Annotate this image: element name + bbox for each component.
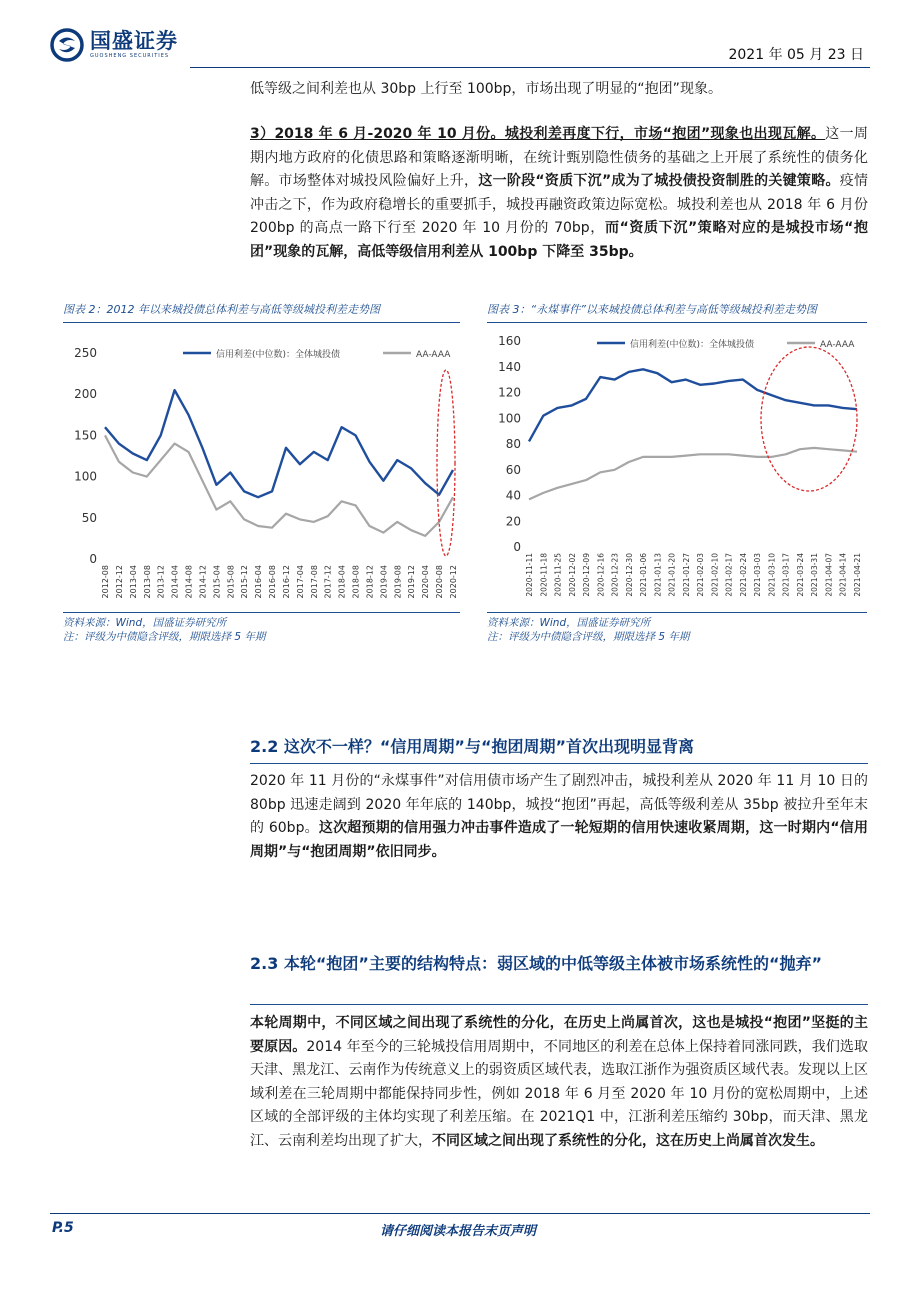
x-tick-label: 2018-04 [337, 565, 347, 599]
section-2-2-title: 2.2 这次不一样？“信用周期”与“抱团周期”首次出现明显背离 [250, 737, 694, 756]
y-tick-label: 80 [505, 437, 521, 451]
section-2-3-title: 2.3 本轮“抱团”主要的结构特点：弱区域的中低等级主体被市场系统性的“抛弃” [250, 954, 822, 973]
series-line-credit-spread [105, 390, 453, 497]
chart-2-note: 注：评级为中债隐含评级，期限选择 5 年期 [63, 631, 266, 643]
footer-disclaimer: 请仔细阅读本报告末页声明 [380, 1224, 537, 1239]
chart-2-panel [63, 301, 460, 646]
x-tick-label: 2021-02-17 [724, 553, 734, 597]
chart-2-bottom-rule [63, 612, 460, 613]
x-tick-label: 2020-08 [435, 565, 445, 599]
chart-3-panel [487, 301, 867, 646]
x-tick-label: 2017-08 [309, 565, 319, 599]
page-header [0, 0, 920, 72]
x-tick-label: 2014-08 [184, 565, 194, 599]
x-tick-label: 2021-03-31 [810, 553, 820, 597]
phase3-paragraph [250, 123, 868, 264]
chart-3-top-rule [487, 322, 867, 323]
x-tick-label: 2021-03-17 [781, 553, 791, 597]
x-tick-label: 2015-08 [226, 565, 236, 599]
y-tick-label: 100 [498, 411, 521, 426]
section-2-3-paragraph [250, 1012, 868, 1153]
x-tick-label: 2019-12 [407, 565, 417, 599]
y-tick-label: 200 [74, 387, 97, 402]
series-line-credit-spread [529, 369, 857, 441]
x-tick-label: 2020-11-18 [539, 553, 549, 597]
phase3-text-1: 这一周期内地方政府的化债思路和策略逐渐明晰，在统计甄别隐性债务的基础之上开展了系统性的债务化解。市场整体对城投风险偏好上升， [250, 126, 868, 189]
x-tick-label: 2021-01-06 [639, 553, 649, 597]
x-tick-label: 2021-03-03 [753, 553, 763, 597]
company-name-en: GUOSHENG SECURITIES [90, 53, 170, 59]
chart-2-title: 图表 2：2012 年以来城投债总体利差与高低等级城投利差走势图 [63, 303, 380, 316]
phase3-text-3: 疫情冲击之下，作为政府稳增长的重要抓手，城投再融资政策边际宽松。城投利差也从 2018 年 6 月份 200bp 的高点一路下行至 2020 年 10 月份的 70bp， [250, 173, 869, 236]
chart-3-plot [487, 331, 867, 613]
x-tick-label: 2021-04-14 [838, 553, 848, 597]
section-2-2-paragraph [250, 770, 868, 864]
section-2-3-text-2: 2014 年至今的三轮城投信用周期中，不同地区的利差在总体上保持着同涨同跌，我们选取天津、黑龙江、云南作为传统意义上的弱资质区域代表，选取江浙作为强资质区域代表。发现以上区域利差在三轮周期中都能保持同步性，例如 2018 年 6 月至 2020 年 10 月份的宽松周期中，上述区域的全部评级的主体均实现了利差压缩。在 2021Q1 中，江浙利差压缩约 30bp，而天津、黑龙江、云南利差均出现了扩大， [250, 1038, 869, 1149]
x-tick-label: 2015-12 [240, 565, 250, 599]
x-tick-label: 2021-02-10 [710, 553, 720, 597]
x-tick-label: 2020-04 [421, 565, 431, 599]
y-tick-label: 0 [89, 552, 97, 566]
x-tick-label: 2021-02-03 [696, 553, 706, 597]
chart-3-source: 资料来源：Wind，国盛证券研究所 [487, 617, 651, 629]
legend-label: AA-AAA [820, 340, 855, 350]
x-tick-label: 2021-03-24 [795, 553, 805, 597]
legend-label: 信用利差(中位数)：全体城投债 [216, 350, 341, 360]
y-tick-label: 60 [505, 462, 521, 477]
y-tick-label: 40 [505, 488, 521, 503]
section-2-2-text-1: 2020 年 11 月份的“永煤事件”对信用债市场产生了剧烈冲击，城投利差从 2020 年 11 月 10 日的 80bp 迅速走阔到 2020 年年底的 140bp，城投“抱团”再起，高低等级利差从 35bp 被拉升至年末的 60bp。 [250, 773, 868, 836]
x-tick-label: 2021-01-13 [653, 553, 663, 597]
y-tick-label: 160 [498, 334, 521, 348]
x-tick-label: 2020-11-11 [525, 553, 534, 597]
x-tick-label: 2021-01-20 [667, 553, 677, 597]
x-tick-label: 2018-08 [351, 565, 361, 599]
company-name-cn: 国盛证券 [90, 29, 178, 53]
x-tick-label: 2020-12 [449, 565, 458, 599]
y-tick-label: 50 [81, 510, 97, 525]
x-tick-label: 2020-12-09 [582, 553, 592, 597]
phase3-lead: 3）2018 年 6 月-2020 年 10 月份。城投利差再度下行，市场“抱团”现象也出现瓦解。 [250, 126, 826, 142]
x-tick-label: 2017-12 [323, 565, 333, 599]
x-tick-label: 2016-08 [268, 565, 278, 599]
y-tick-label: 150 [74, 428, 97, 443]
chart-2-source: 资料来源：Wind，国盛证券研究所 [63, 617, 227, 629]
x-tick-label: 2015-04 [212, 565, 222, 599]
logo-mark-icon [50, 28, 84, 62]
x-tick-label: 2020-12-23 [610, 553, 620, 597]
section-2-3-text-3: 不同区域之间出现了系统性的分化，这在历史上尚属首次发生。 [432, 1132, 824, 1149]
phase3-text-2: 这一阶段“资质下沉”成为了城投债投资制胜的关键策略。 [478, 173, 840, 189]
company-logo [50, 28, 178, 62]
x-tick-label: 2016-04 [254, 565, 264, 599]
series-line-aa-aaa [529, 448, 857, 500]
chart-3-note: 注：评级为中债隐含评级，期限选择 5 年期 [487, 631, 690, 643]
section-2-2-rule [250, 763, 868, 764]
chart-3-title: 图表 3：“永煤事件”以来城投债总体利差与高低等级城投利差走势图 [487, 303, 817, 316]
x-tick-label: 2014-12 [198, 565, 208, 599]
x-tick-label: 2020-12-16 [596, 553, 606, 597]
phase3-text-4: 而“资质下沉”策略对应的是城投市场“抱团”现象的瓦解，高低等级信用利差从 100bp 下降至 35bp。 [250, 220, 868, 260]
x-tick-label: 2019-04 [379, 565, 389, 599]
x-tick-label: 2021-02-24 [738, 553, 748, 597]
section-2-3-rule [250, 1004, 868, 1005]
x-tick-label: 2012-12 [114, 565, 124, 599]
x-tick-label: 2013-12 [156, 565, 166, 599]
x-tick-label: 2013-08 [142, 565, 152, 599]
highlight-circle [437, 370, 455, 556]
intro-paragraph: 低等级之间利差也从 30bp 上行至 100bp，市场出现了明显的“抱团”现象。 [250, 81, 722, 97]
page-number: P.5 [52, 1220, 74, 1236]
x-tick-label: 2020-12-30 [624, 553, 634, 597]
x-tick-label: 2012-08 [101, 565, 110, 599]
report-date: 2021 年 05 月 23 日 [728, 47, 864, 63]
y-tick-label: 20 [505, 514, 521, 529]
x-tick-label: 2017-04 [295, 565, 305, 599]
x-tick-label: 2013-04 [128, 565, 138, 599]
chart-3-bottom-rule [487, 612, 867, 613]
header-divider [190, 67, 870, 68]
highlight-circle [761, 347, 857, 491]
x-tick-label: 2021-04-07 [824, 553, 834, 597]
x-tick-label: 2019-08 [393, 565, 403, 599]
series-line-aa-aaa [105, 435, 453, 536]
chart-2-top-rule [63, 322, 460, 323]
y-tick-label: 100 [74, 469, 97, 484]
chart-2-plot [63, 331, 460, 613]
x-tick-label: 2020-11-25 [553, 553, 563, 597]
x-tick-label: 2018-12 [365, 565, 375, 599]
x-tick-label: 2020-12-02 [567, 553, 577, 597]
x-tick-label: 2014-04 [170, 565, 180, 599]
x-tick-label: 2021-03-10 [767, 553, 777, 597]
legend-label: AA-AAA [416, 350, 451, 360]
y-tick-label: 120 [498, 385, 521, 400]
footer-divider [50, 1213, 870, 1214]
section-2-3-text-1: 本轮周期中，不同区域之间出现了系统性的分化，在历史上尚属首次，这也是城投“抱团”坚挺的主要原因。 [250, 1015, 868, 1055]
y-tick-label: 140 [498, 359, 521, 374]
legend-label: 信用利差(中位数)：全体城投债 [630, 340, 755, 350]
y-tick-label: 0 [513, 540, 521, 554]
x-tick-label: 2021-01-27 [681, 553, 691, 597]
x-tick-label: 2021-04-21 [853, 553, 862, 597]
x-tick-label: 2016-12 [281, 565, 291, 599]
section-2-2-text-2: 这次超预期的信用强力冲击事件造成了一轮短期的信用快速收紧周期，这一时期内“信用周期”与“抱团周期”依旧同步。 [250, 820, 868, 860]
y-tick-label: 250 [74, 346, 97, 360]
